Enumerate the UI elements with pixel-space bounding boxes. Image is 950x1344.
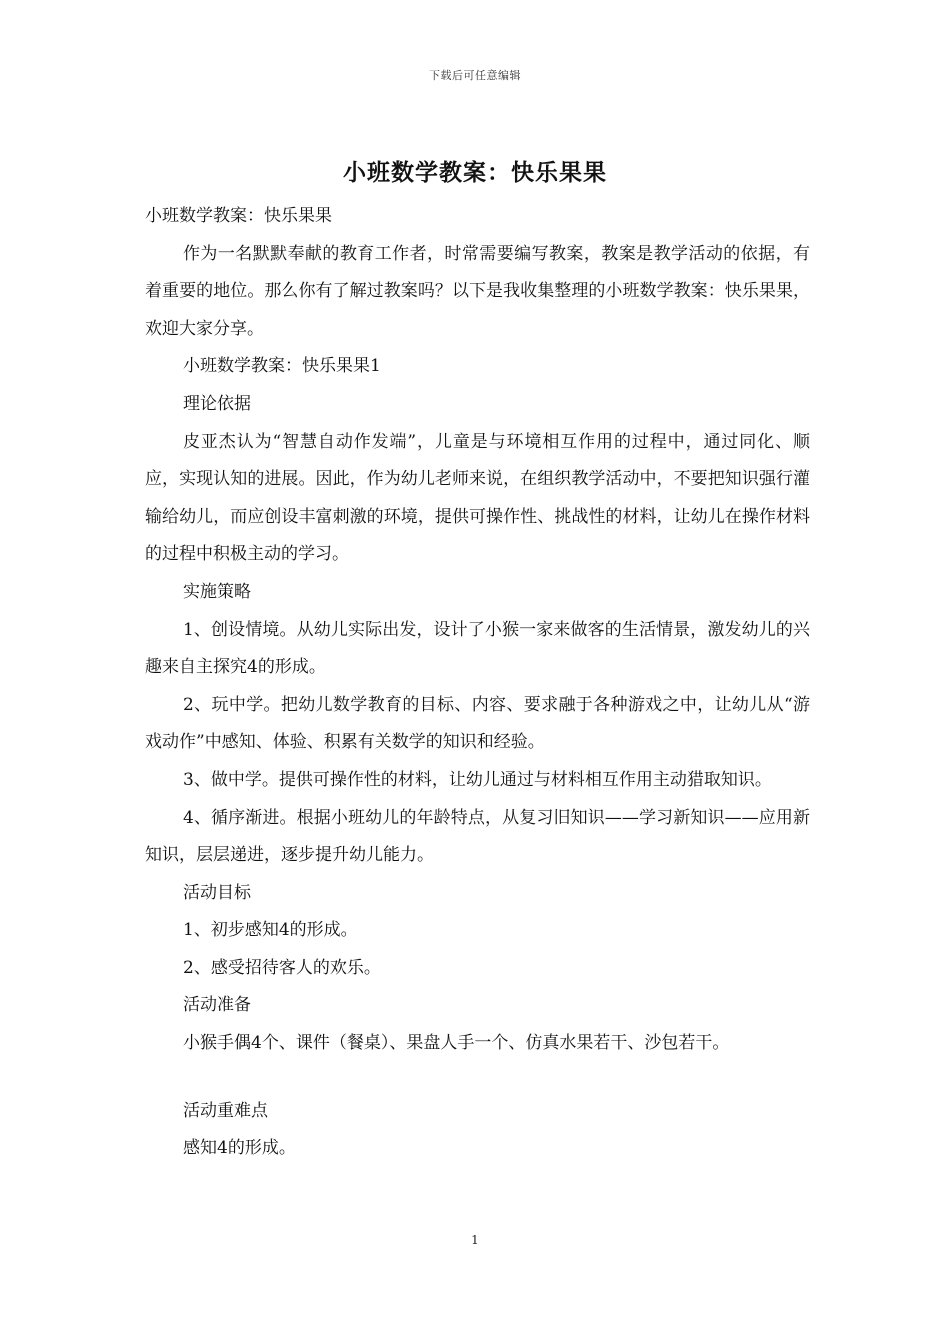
document-title: 小班数学教案：快乐果果 — [343, 159, 607, 186]
section-heading-goals: 活动目标 — [183, 882, 251, 903]
strategy-item-2: 2、玩中学。把幼儿数学教育的目标、内容、要求融于各种游戏之中，让幼儿从“游戏动作”中感知、体验、积累有关数学的知识和经验。 — [145, 694, 810, 753]
section-heading-theory: 理论依据 — [183, 393, 251, 414]
goal-item-1: 1、初步感知4的形成。 — [183, 920, 358, 941]
document-body — [145, 198, 810, 1168]
subtitle-line: 小班数学教案：快乐果果 — [145, 206, 332, 226]
strategy-item-1: 1、创设情境。从幼儿实际出发，设计了小猴一家来做客的生活情景，激发幼儿的兴趣来自主探究4的形成。 — [145, 619, 810, 678]
key-points-paragraph: 感知4的形成。 — [183, 1138, 296, 1159]
section-heading-plan-1: 小班数学教案：快乐果果1 — [183, 356, 381, 377]
theory-paragraph: 皮亚杰认为“智慧自动作发端”，儿童是与环境相互作用的过程中，通过同化、顺应，实现认知的进展。因此，作为幼儿老师来说，在组织教学活动中，不要把知识强行灌输给幼儿，而应创设丰富刺激的环境，提供可操作性、挑战性的材料，让幼儿在操作材料的过程中积极主动的学习。 — [145, 431, 810, 565]
intro-paragraph: 作为一名默默奉献的教育工作者，时常需要编写教案，教案是教学活动的依据，有着重要的地位。那么你有了解过教案吗？以下是我收集整理的小班数学教案：快乐果果，欢迎大家分享。 — [145, 243, 810, 339]
section-heading-preparation: 活动准备 — [183, 995, 251, 1016]
section-heading-key-points: 活动重难点 — [183, 1100, 268, 1121]
strategy-item-3: 3、做中学。提供可操作性的材料，让幼儿通过与材料相互作用主动猎取知识。 — [183, 769, 772, 790]
header-note: 下载后可任意编辑 — [429, 69, 521, 82]
preparation-paragraph: 小猴手偶4个、课件（餐桌）、果盘人手一个、仿真水果若干、沙包若干。 — [183, 1033, 730, 1054]
page-number: 1 — [471, 1233, 479, 1247]
goal-item-2: 2、感受招待客人的欢乐。 — [183, 957, 381, 978]
strategy-item-4: 4、循序渐进。根据小班幼儿的年龄特点，从复习旧知识——学习新知识——应用新知识，层层递进，逐步提升幼儿能力。 — [145, 807, 810, 866]
section-heading-strategy: 实施策略 — [183, 581, 251, 602]
